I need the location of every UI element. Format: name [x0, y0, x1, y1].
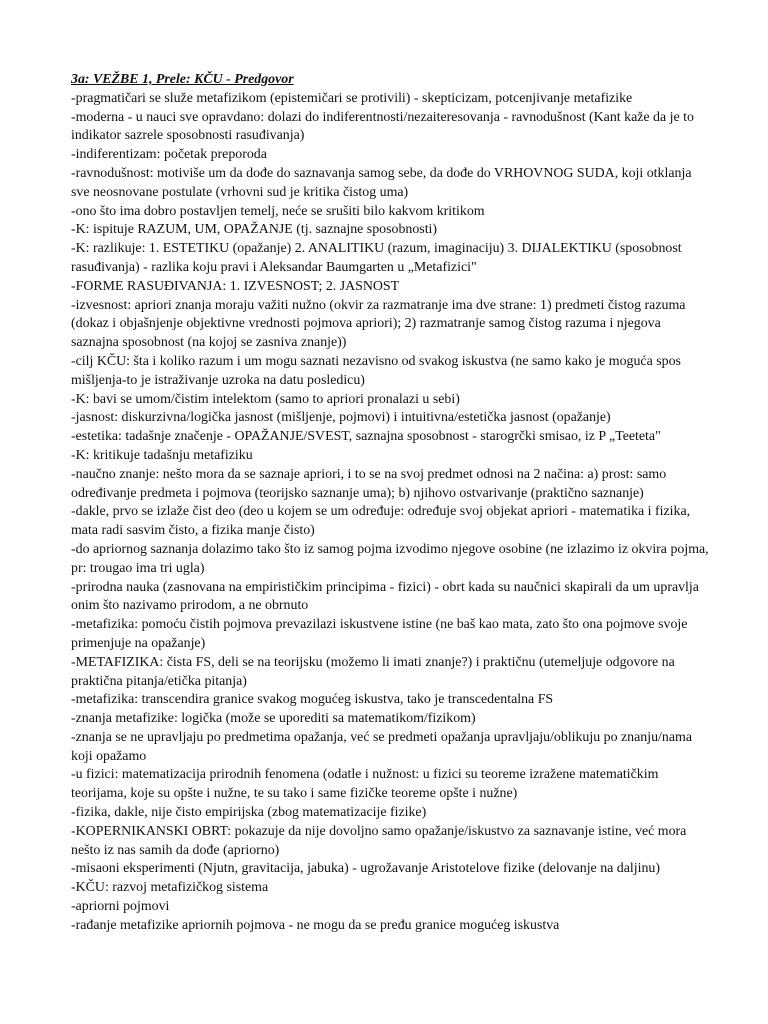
paragraph: -ravnodušnost: motiviše um da dođe do saznavanja samog sebe, da dođe do VRHOVNOG SUDA, koji otklanja sve neosnovane postulate (vrhovni sud je kritika čistog uma) — [71, 165, 692, 200]
paragraph: -K: ispituje RAZUM, UM, OPAŽANJE (tj. saznajne sposobnosti) — [71, 222, 438, 238]
paragraph: -FORME RASUĐIVANJA: 1. IZVESNOST; 2. JASNOST — [71, 278, 400, 294]
paragraph: -metafizika: pomoću čistih pojmova prevazilazi iskustvene istine (ne baš kao mata, zato što ona pojmove svoje primenjuje na opažanje) — [71, 617, 688, 651]
paragraph: -fizika, dakle, nije čisto empirijska (zbog matematizacije fizike) — [71, 805, 427, 821]
paragraph: -izvesnost: apriori znanja moraju važiti nužno (okvir za razmatranje ima dve strane: 1) predmeti čistog razuma (dokaz i objašnjenje objektivne vrednosti pojmova apriori); 2) razmatranje samog čistog razuma i njegova saznajna sposobnost (na kojoj se zasniva znanje)) — [71, 297, 686, 351]
paragraph: -cilj KČU: šta i koliko razum i um mogu saznati nezavisno od svakog iskustva (ne samo kako je moguća spos mišljenja-to je istraživanje uzroka na datu posledicu) — [71, 353, 681, 388]
paragraph: -misaoni eksperimenti (Njutn, gravitacija, jabuka) - ugrožavanje Aristotelove fizike (delovanje na daljinu) — [71, 861, 660, 877]
paragraph: -KČU: razvoj metafizičkog sistema — [71, 880, 269, 896]
paragraph: -indiferentizam: početak preporoda — [71, 147, 267, 163]
paragraph: -dakle, prvo se izlaže čist deo (deo u kojem se um određuje: određuje svoj objekat apriori - matematika i fizika, mata radi sasvim čisto, a fizika manje čisto) — [71, 504, 691, 539]
paragraph: -METAFIZIKA: čista FS, deli se na teorijsku (možemo li imati znanje?) i praktičnu (utemeljuje odgovore na praktična pitanja/etička pitanja) — [71, 654, 675, 689]
paragraph: -rađanje metafizike apriornih pojmova - ne mogu da se pređu granice mogućeg iskustva — [71, 917, 560, 933]
paragraph: -KOPERNIKANSKI OBRT: pokazuje da nije dovoljno samo opažanje/iskustvo za saznavanje istine, već mora nešto iz nas samih da dođe (apriorno) — [71, 823, 687, 858]
paragraph: -K: bavi se umom/čistim intelektom (samo to apriori pronalazi u sebi) — [71, 391, 460, 407]
paragraph: -pragmatičari se služe metafizikom (epistemičari se protivili) - skepticizam, potcenjivanje metafizike — [71, 90, 633, 106]
paragraph: -naučno znanje: nešto mora da se saznaje apriori, i to se na svoj predmet odnosi na 2 načina: a) prost: samo određivanje predmeta i pojmova (teorijsko saznanje uma); b) njihovo ostvarivanje (praktično saznanje) — [71, 466, 667, 501]
paragraph: -jasnost: diskurzivna/logička jasnost (mišljenje, pojmovi) i intuitivna/estetička jasnost (opažanje) — [71, 410, 611, 426]
paragraph: -znanja se ne upravljaju po predmetima opažanja, već se predmeti opažanja upravljaju/oblikuju po znanju/nama koji opažamo — [71, 729, 692, 764]
document-title: 3a: VEŽBE 1, Prele: KČU - Predgovor — [71, 72, 294, 87]
paragraph: -estetika: tadašnje značenje - OPAŽANJE/SVEST, saznajna sposobnost - starogrčki smisao, iz P „Teeteta" — [71, 429, 661, 445]
document-body — [71, 90, 711, 936]
paragraph: -do apriornog saznanja dolazimo tako što iz samog pojma izvodimo njegove osobine (ne izlazimo iz okvira pojma, pr: trougao ima tri ugla) — [71, 541, 709, 576]
paragraph: -apriorni pojmovi — [71, 899, 170, 915]
paragraph: -znanja metafizike: logička (može se uporediti sa matematikom/fizikom) — [71, 711, 476, 727]
paragraph: -metafizika: transcendira granice svakog mogućeg iskustva, tako je transcedentalna FS — [71, 692, 554, 708]
paragraph: -K: kritikuje tadašnju metafiziku — [71, 447, 253, 463]
paragraph: -moderna - u nauci sve opravdano: dolazi do indiferentnosti/nezaiteresovanja - ravnodušnost (Kant kaže da je to indikator sazrele sposobnosti rasuđivanja) — [71, 109, 694, 144]
paragraph: -u fizici: matematizacija prirodnih fenomena (odatle i nužnost: u fizici su teoreme izražene matematičkim teorijama, koje su opšte i nužne, te su tako i same fizičke teoreme opšte i nužne) — [71, 767, 659, 802]
document-page — [71, 71, 711, 936]
paragraph: -K: razlikuje: 1. ESTETIKU (opažanje) 2. ANALITIKU (razum, imaginaciju) 3. DIJALEKTIKU (sposobnost rasuđivanja) - razlika koju pravi i Aleksandar Baumgarten u „Metafizici" — [71, 241, 682, 275]
paragraph: -prirodna nauka (zasnovana na empirističkim principima - fizici) - obrt kada su naučnici skapirali da um upravlja onim što nazivamo prirodom, a ne obrnuto — [71, 579, 699, 614]
paragraph: -ono što ima dobro postavljen temelj, neće se srušiti bilo kakvom kritikom — [71, 203, 485, 219]
